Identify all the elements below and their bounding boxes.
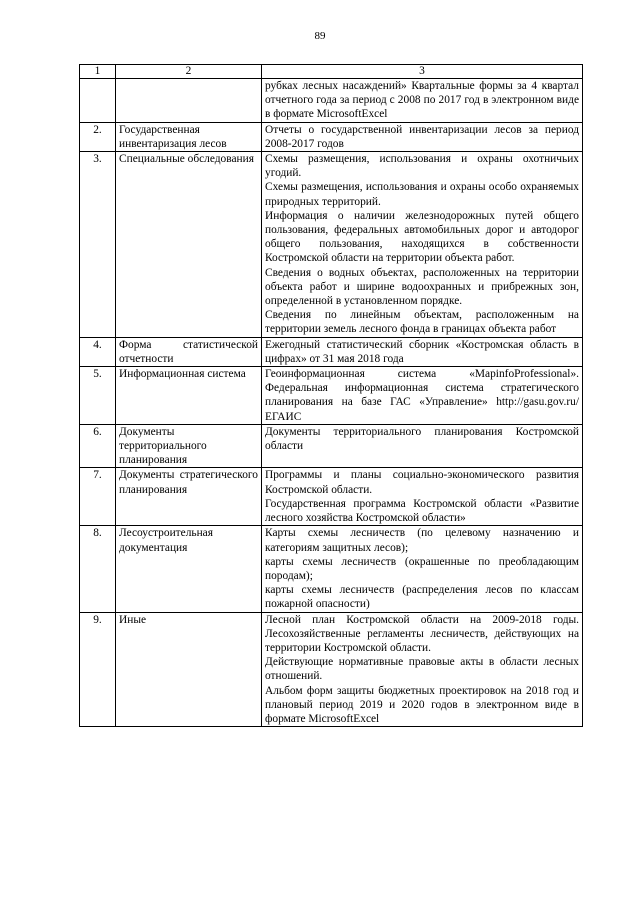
description-paragraph: Действующие нормативные правовые акты в области лесных отношений. — [265, 656, 579, 683]
row-number: 8. — [80, 526, 116, 612]
table-row — [80, 79, 583, 123]
source-description — [262, 337, 583, 366]
source-description — [262, 367, 583, 425]
source-description — [262, 526, 583, 612]
source-type: Информационная система — [116, 367, 262, 425]
source-description — [262, 122, 583, 151]
description-paragraph: Сведения по линейным объектам, расположенным на территории земель лесного фонда в границах объекта работ — [265, 309, 579, 336]
source-type — [116, 79, 262, 123]
row-number: 5. — [80, 367, 116, 425]
description-paragraph: Схемы размещения, использования и охраны охотничьих угодий. — [265, 153, 579, 180]
row-number: 2. — [80, 122, 116, 151]
description-paragraph: карты схемы лесничеств (окрашенные по преобладающим породам); — [265, 555, 579, 582]
source-type: Документы стратегического планирования — [116, 468, 262, 526]
description-paragraph: Сведения о водных объектах, расположенных на территории объекта работ и ширине водоохранных и прибрежных зон, определенной в установленном порядке. — [265, 266, 579, 308]
source-description — [262, 424, 583, 468]
source-type: Документы территориального планирования — [116, 424, 262, 468]
description-paragraph: Документы территориального планирования Костромской области — [265, 425, 579, 453]
row-number — [80, 79, 116, 123]
table-row — [80, 526, 583, 612]
sources-table — [79, 64, 583, 727]
header-col-1: 1 — [80, 65, 116, 79]
table-row — [80, 122, 583, 151]
description-paragraph: Геоинформационная система «MapinfoProfessional». Федеральная информационная система стратегического планирования на базе ГАС «Управление» http://gasu.gov.ru/ ЕГАИС — [265, 368, 579, 423]
source-description — [262, 152, 583, 338]
table-row — [80, 468, 583, 526]
description-paragraph: Информация о наличии железнодорожных путей общего пользования, федеральных автомобильных дорог и автодорог общего пользования, находящихся в собственности Костромской области на территории объекта работ. — [265, 209, 579, 265]
header-col-2: 2 — [116, 65, 262, 79]
description-paragraph: карты схемы лесничеств (распределения лесов по классам пожарной опасности) — [265, 584, 579, 611]
source-description — [262, 79, 583, 123]
table-row — [80, 367, 583, 425]
source-description — [262, 612, 583, 727]
description-paragraph: Отчеты о государственной инвентаризации лесов за период 2008-2017 годов — [265, 123, 579, 150]
source-type: Иные — [116, 612, 262, 727]
description-paragraph: Лесной план Костромской области на 2009-2018 годы. Лесохозяйственные регламенты лесничеств, действующих на территории Костромской области. — [265, 613, 579, 654]
description-paragraph: Программы и планы социально-экономического развития Костромской области. — [265, 469, 579, 496]
description-paragraph: Карты схемы лесничеств (по целевому назначению и категориям защитных лесов); — [265, 527, 579, 554]
source-type: Государственная инвентаризация лесов — [116, 122, 262, 151]
table-header-row — [80, 65, 583, 79]
source-description — [262, 468, 583, 526]
header-col-3: 3 — [262, 65, 583, 79]
table-row — [80, 152, 583, 338]
row-number: 7. — [80, 468, 116, 526]
description-paragraph: Схемы размещения, использования и охраны особо охраняемых природных территорий. — [265, 181, 579, 208]
row-number: 4. — [80, 337, 116, 366]
description-paragraph: рубках лесных насаждений» Квартальные формы за 4 квартал отчетного года за период с 2008 по 2017 год в электронном виде в формате MicrosoftExcel — [265, 80, 579, 121]
row-number: 6. — [80, 424, 116, 468]
table-row — [80, 424, 583, 468]
row-number: 9. — [80, 612, 116, 727]
description-paragraph: Ежегодный статистический сборник «Костромская область в цифрах» от 31 мая 2018 года — [265, 338, 579, 365]
page-number: 89 — [314, 30, 326, 42]
source-type: Лесоустроительная документация — [116, 526, 262, 612]
source-type: Специальные обследования — [116, 152, 262, 338]
table-row — [80, 612, 583, 727]
table-row — [80, 337, 583, 366]
row-number: 3. — [80, 152, 116, 338]
description-paragraph: Альбом форм защиты бюджетных проектировок на 2018 год и плановый период 2019 и 2020 годов в электронном виде в формате MicrosoftExcel — [265, 684, 579, 725]
source-type: Форма статистической отчетности — [116, 337, 262, 366]
description-paragraph: Государственная программа Костромской области «Развитие лесного хозяйства Костромской области» — [265, 497, 579, 525]
